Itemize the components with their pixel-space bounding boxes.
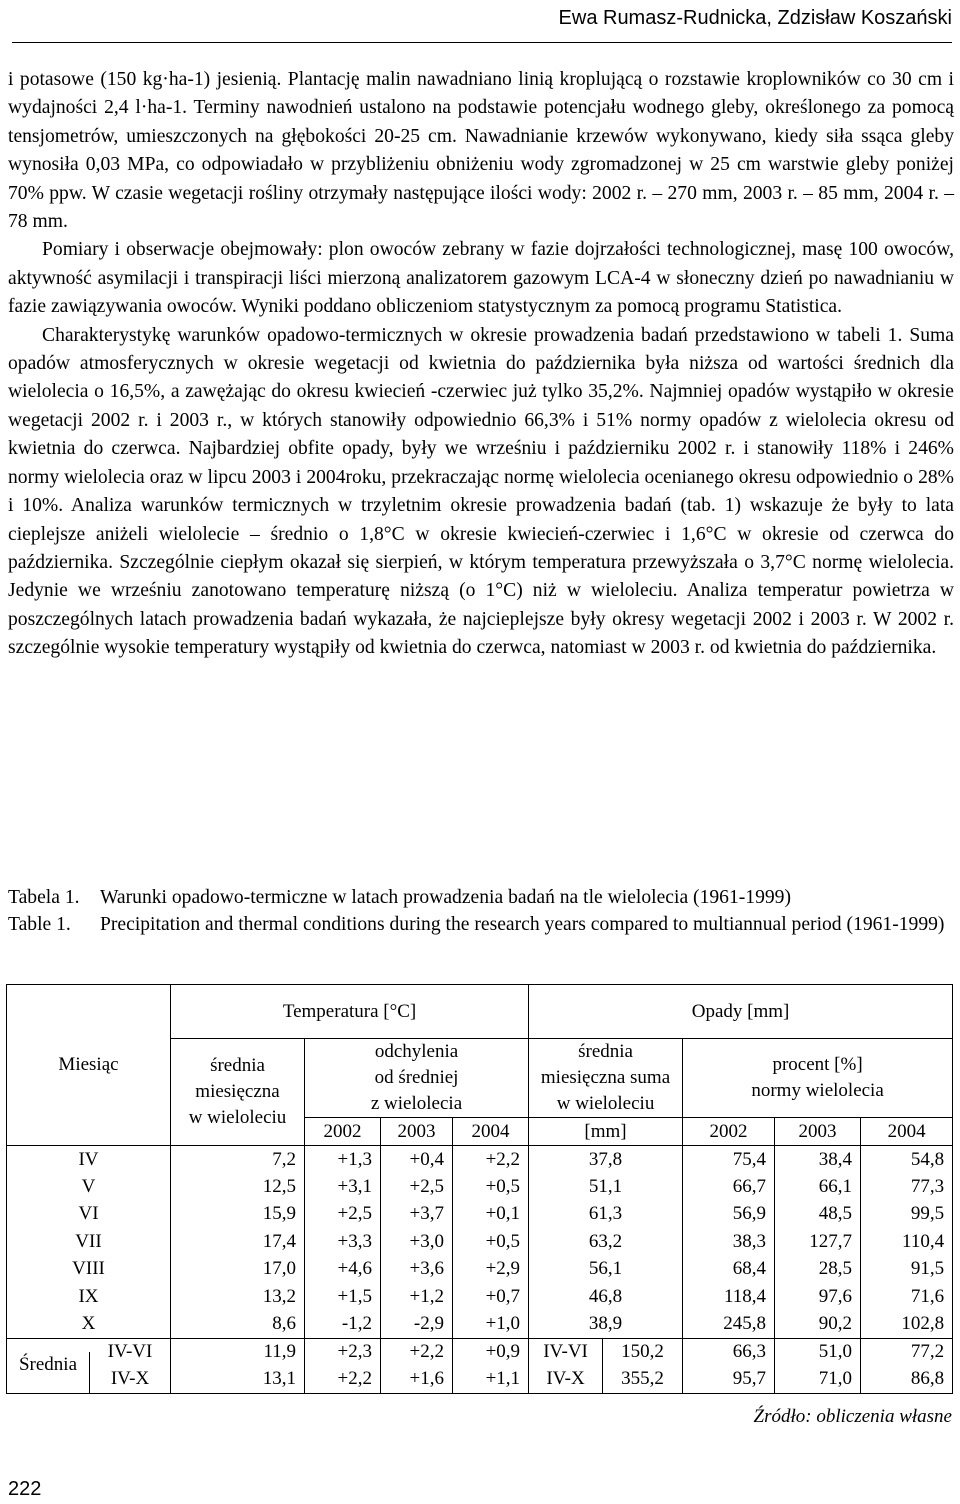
cell-pct-2004: 77,3 [861, 1173, 953, 1201]
cell-pct-2002: 56,9 [683, 1201, 775, 1229]
cell-dev-2004: +0,5 [453, 1173, 529, 1201]
average-period-label: IV-VI [107, 1340, 153, 1362]
cell-dev-2004: +1,0 [453, 1311, 529, 1339]
paragraph-2: Pomiary i obserwacje obejmowały: plon owoców zebrany w fazie dojrzałości technologicznej, masę 100 owoców, aktywność asymilacji i transpiracji liści mierzoną analizatorem gazowym LCA-4 w słoneczny dzień po nawadnianiu w fazie zawiązywania owoców. Wyniki poddano obliczeniom statystycznym za pomocą programu Statistica. [8, 239, 954, 318]
cell-temp-mean: 13,2 [171, 1283, 305, 1311]
cell-precip-period: IV-VI [529, 1338, 603, 1366]
table-row-average [7, 1366, 953, 1394]
cell-dev-2004: +2,2 [453, 1146, 529, 1174]
table-row [7, 1173, 953, 1201]
source-note: Źródło: obliczenia własne [753, 1406, 952, 1427]
cell-temp-mean: 11,9 [171, 1338, 305, 1366]
cell-dev-2003: +3,0 [381, 1228, 453, 1256]
cell-temp-mean: 13,1 [171, 1366, 305, 1394]
page-number: 222 [8, 1478, 42, 1500]
table-row [7, 1283, 953, 1311]
cell-pct-2003: 127,7 [775, 1228, 861, 1256]
cell-temp-mean: 8,6 [171, 1311, 305, 1339]
header-pct-2003: 2003 [775, 1118, 861, 1146]
cell-dev-2002: +2,5 [305, 1201, 381, 1229]
cell-pct-2004: 77,2 [861, 1338, 953, 1366]
cell-dev-2003: +0,4 [381, 1146, 453, 1174]
caption-pl-label: Tabela 1. [8, 887, 80, 908]
header-percent-norm: procent [%] normy wielolecia [683, 1039, 953, 1118]
cell-precip-sum: 61,3 [529, 1201, 683, 1229]
header-temperature-group: Temperatura [°C] [171, 985, 529, 1039]
cell-pct-2003: 97,6 [775, 1283, 861, 1311]
caption-en-label: Table 1. [8, 914, 71, 935]
cell-pct-2004: 110,4 [861, 1228, 953, 1256]
cell-pct-2002: 68,4 [683, 1256, 775, 1284]
cell-dev-2002: +3,3 [305, 1228, 381, 1256]
cell-dev-2003: +3,7 [381, 1201, 453, 1229]
cell-dev-2003: -2,9 [381, 1311, 453, 1339]
cell-pct-2003: 51,0 [775, 1338, 861, 1366]
table-row [7, 1146, 953, 1174]
header-authors: Ewa Rumasz-Rudnicka, Zdzisław Koszański [558, 7, 952, 29]
cell-pct-2002: 75,4 [683, 1146, 775, 1174]
cell-pct-2004: 102,8 [861, 1311, 953, 1339]
cell-precip-sum: 150,2 [603, 1338, 683, 1366]
cell-month: VIII [7, 1256, 171, 1284]
cell-pct-2003: 28,5 [775, 1256, 861, 1284]
caption-pl [8, 884, 954, 911]
cell-pct-2004: 86,8 [861, 1366, 953, 1394]
cell-month: X [7, 1311, 171, 1339]
cell-precip-sum: 51,1 [529, 1173, 683, 1201]
header-precip-sum: średnia miesięczna suma w wieloleciu [529, 1039, 683, 1118]
table-row [7, 1256, 953, 1284]
table-caption [8, 884, 954, 938]
cell-month: V [7, 1173, 171, 1201]
table-row [7, 1311, 953, 1339]
cell-precip-period: IV-X [529, 1366, 603, 1394]
cell-dev-2002: +1,5 [305, 1283, 381, 1311]
cell-average-period [7, 1338, 171, 1375]
caption-pl-text: Warunki opadowo-termiczne w latach prowadzenia badań na tle wielolecia (1961-1999) [100, 887, 791, 908]
average-label: Średnia [7, 1352, 90, 1379]
cell-precip-sum: 38,9 [529, 1311, 683, 1339]
header-dev-2003: 2003 [381, 1118, 453, 1146]
header-precip-unit: [mm] [529, 1118, 683, 1146]
month-rows [7, 1146, 953, 1339]
cell-temp-mean: 7,2 [171, 1146, 305, 1174]
cell-pct-2002: 245,8 [683, 1311, 775, 1339]
cell-dev-2004: +1,1 [453, 1366, 529, 1394]
cell-dev-2004: +0,7 [453, 1283, 529, 1311]
cell-month: VI [7, 1201, 171, 1229]
cell-pct-2002: 95,7 [683, 1366, 775, 1394]
cell-dev-2003: +2,5 [381, 1173, 453, 1201]
cell-month: IX [7, 1283, 171, 1311]
cell-dev-2002: +4,6 [305, 1256, 381, 1284]
cell-pct-2003: 48,5 [775, 1201, 861, 1229]
cell-dev-2004: +0,9 [453, 1338, 529, 1366]
cell-dev-2004: +0,5 [453, 1228, 529, 1256]
average-period-label: IV-X [110, 1367, 150, 1389]
cell-pct-2004: 91,5 [861, 1256, 953, 1284]
cell-pct-2004: 71,6 [861, 1283, 953, 1311]
cell-precip-sum: 56,1 [529, 1256, 683, 1284]
cell-pct-2003: 38,4 [775, 1146, 861, 1174]
cell-pct-2004: 99,5 [861, 1201, 953, 1229]
header-pct-2002: 2002 [683, 1118, 775, 1146]
cell-dev-2003: +1,6 [381, 1366, 453, 1394]
header-dev-2004: 2004 [453, 1118, 529, 1146]
cell-dev-2002: +3,1 [305, 1173, 381, 1201]
cell-dev-2003: +2,2 [381, 1338, 453, 1366]
cell-precip-sum: 355,2 [603, 1366, 683, 1394]
table-row-average [7, 1338, 953, 1366]
cell-dev-2002: +2,3 [305, 1338, 381, 1366]
paragraph-3: Charakterystykę warunków opadowo-termicznych w okresie prowadzenia badań przedstawiono w tabeli 1. Suma opadów atmosferycznych w okresie wegetacji od kwietnia do października była niższa od wartości średnich dla wielolecia o 16,5%, a zawężając do okresu kwiecień -czerwiec już tylko 35,2%. Najmniej opadów wystąpiło w okresie wegetacji 2002 r. i 2003 r., w których stanowiły odpowiednio 66,3% i 51% normy opadów z wielolecia okresu od kwietnia do czerwca. Najbardziej obfite opady, były we wrześniu i październiku 2002 r. i stanowiły 118% i 246% normy wielolecia oraz w lipcu 2003 i 2004roku, przekraczając normę wielolecia ocenianego okresu odpowiednio o 28% i 10%. Analiza warunków termicznych w trzyletnim okresie prowadzenia badań (tab. 1) wskazuje że były to lata cieplejsze aniżeli wielolecie – średnio o 1,8°C w okresie kwiecień-czerwiec i 1,6°C w okresie od czerwca do października. Szczególnie ciepłym okazał się sierpień, w którym temperatura przewyższała o 3,7°C normę wielolecia. Jedynie we wrześniu zanotowano temperaturę niższą (o 1°C) niż w wieloleciu. Analiza temperatur powietrza w poszczególnych latach prowadzenia badań wykazała, że najcieplejsze były okresy wegetacji 2002 i 2003 r. W 2002 r. szczególnie wysokie temperatury wystąpiły od kwietnia do czerwca, natomiast w 2003 r. od kwietnia do października. [8, 324, 954, 659]
header-deviation: odchylenia od średniej z wielolecia [305, 1039, 529, 1118]
cell-temp-mean: 12,5 [171, 1173, 305, 1201]
cell-temp-mean: 17,4 [171, 1228, 305, 1256]
cell-precip-sum: 37,8 [529, 1146, 683, 1174]
cell-dev-2003: +3,6 [381, 1256, 453, 1284]
table-row [7, 1228, 953, 1256]
cell-pct-2002: 66,3 [683, 1338, 775, 1366]
header-precipitation-group: Opady [mm] [529, 985, 953, 1039]
cell-temp-mean: 15,9 [171, 1201, 305, 1229]
header-dev-2002: 2002 [305, 1118, 381, 1146]
cell-pct-2002: 118,4 [683, 1283, 775, 1311]
cell-dev-2002: +1,3 [305, 1146, 381, 1174]
average-rows [7, 1338, 953, 1393]
climate-table [6, 984, 953, 1394]
cell-precip-sum: 63,2 [529, 1228, 683, 1256]
caption-en [8, 911, 954, 938]
cell-dev-2002: +2,2 [305, 1366, 381, 1394]
cell-pct-2002: 38,3 [683, 1228, 775, 1256]
cell-pct-2002: 66,7 [683, 1173, 775, 1201]
cell-pct-2004: 54,8 [861, 1146, 953, 1174]
cell-pct-2003: 90,2 [775, 1311, 861, 1339]
caption-en-text: Precipitation and thermal conditions during the research years compared to multiannual period (1961-1999) [100, 914, 945, 935]
cell-precip-sum: 46,8 [529, 1283, 683, 1311]
cell-dev-2002: -1,2 [305, 1311, 381, 1339]
cell-dev-2004: +0,1 [453, 1201, 529, 1229]
cell-pct-2003: 71,0 [775, 1366, 861, 1394]
cell-temp-mean: 17,0 [171, 1256, 305, 1284]
running-header [12, 0, 952, 43]
cell-dev-2004: +2,9 [453, 1256, 529, 1284]
body-text [8, 66, 954, 663]
cell-dev-2003: +1,2 [381, 1283, 453, 1311]
cell-pct-2003: 66,1 [775, 1173, 861, 1201]
header-month: Miesiąc [7, 985, 171, 1146]
cell-month: VII [7, 1228, 171, 1256]
table-row [7, 1201, 953, 1229]
cell-month: IV [7, 1146, 171, 1174]
header-temp-mean: średnia miesięczna w wieloleciu [171, 1039, 305, 1146]
paragraph-1: i potasowe (150 kg·ha-1) jesienią. Plantację malin nawadniano linią kroplującą o rozstawie kroplowników co 30 cm i wydajności 2,4 l·ha-1. Terminy nawodnień ustalono na podstawie potencjału wodnego gleby, określonego za pomocą tensjometrów, umieszczonych na głębokości 20-25 cm. Nawadnianie krzewów wykonywano, kiedy siła ssąca gleby wynosiła 0,03 MPa, co odpowiadało w przybliżeniu obniżeniu wody zgromadzonej w 25 cm warstwie gleby poniżej 70% ppw. W czasie wegetacji rośliny otrzymały następujące ilości wody: 2002 r. – 270 mm, 2003 r. – 85 mm, 2004 r. – 78 mm. [8, 69, 954, 233]
header-pct-2004: 2004 [861, 1118, 953, 1146]
